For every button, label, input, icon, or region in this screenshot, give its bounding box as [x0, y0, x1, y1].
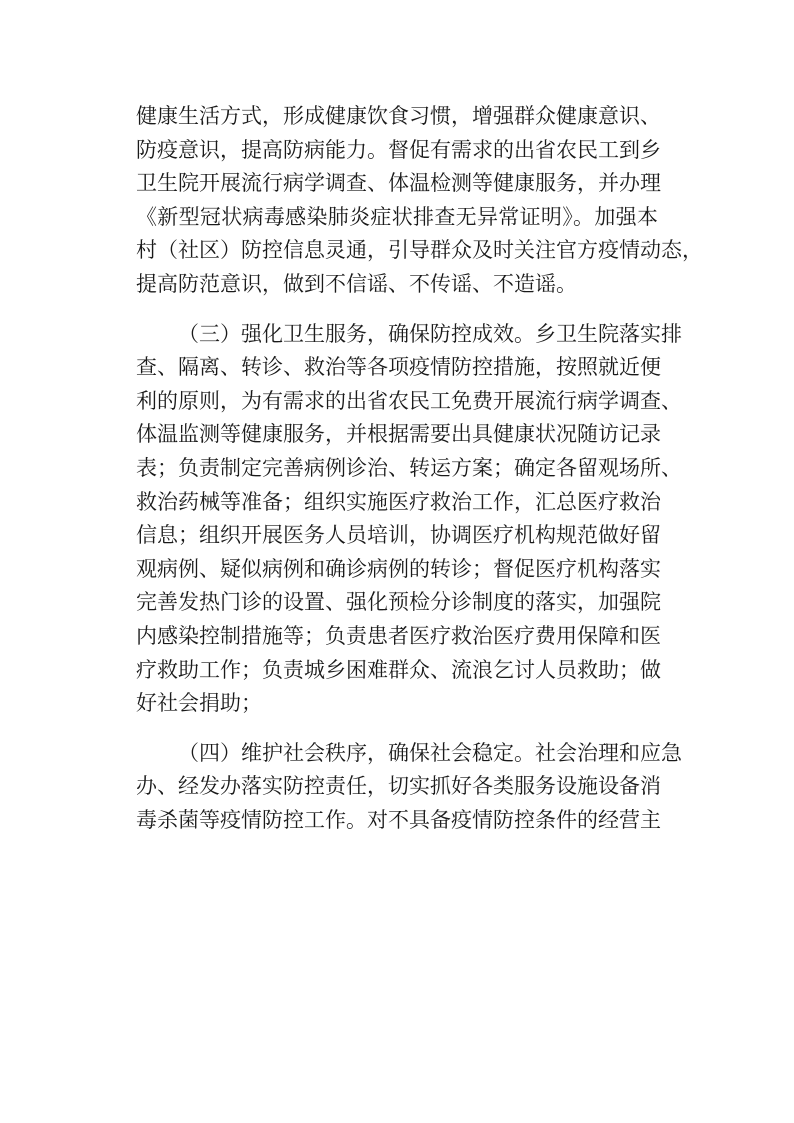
text-line: 健康生活方式，形成健康饮食习惯，增强群众健康意识、 — [136, 104, 661, 128]
paragraph-section-4-social-order — [136, 737, 682, 838]
text-line: 利的原则，为有需求的出省农民工免费开展流行病学调查、 — [136, 388, 682, 413]
text-line: 观病例、疑似病例和确诊病例的转诊；督促医疗机构落实 — [136, 556, 661, 581]
text-line: 内感染控制措施等；负责患者医疗救治医疗费用保障和医 — [136, 623, 661, 648]
text-line: （四）维护社会秩序，确保社会稳定。社会治理和应急 — [178, 740, 682, 765]
text-line: 信息；组织开展医务人员培训，协调医疗机构规范做好留 — [136, 523, 661, 548]
text-line: 体温监测等健康服务，并根据需要出具健康状况随访记录 — [136, 422, 661, 447]
text-line: 村（社区）防控信息灵通，引导群众及时关注官方疫情动态， — [136, 238, 703, 263]
text-line: 毒杀菌等疫情防控工作。对不具备疫情防控条件的经营主 — [136, 807, 661, 832]
paragraph-health-lifestyle — [136, 100, 703, 302]
text-line: 查、隔离、转诊、救治等各项疫情防控措施，按照就近便 — [136, 355, 661, 380]
text-line: 卫生院开展流行病学调查、体温检测等健康服务，并办理 — [136, 171, 661, 196]
text-line: 救治药械等准备；组织实施医疗救治工作，汇总医疗救治 — [136, 489, 661, 514]
text-line: （三）强化卫生服务，确保防控成效。乡卫生院落实排 — [178, 321, 682, 346]
document-body — [136, 100, 703, 837]
text-line: 好社会捐助； — [136, 691, 262, 716]
text-line: 提高防范意识，做到不信谣、不传谣、不造谣。 — [136, 271, 577, 296]
text-line: 防疫意识，提高防病能力。督促有需求的出省农民工到乡 — [136, 137, 661, 162]
text-line: 完善发热门诊的设置、强化预检分诊制度的落实，加强院 — [136, 590, 661, 615]
text-line: 《新型冠状病毒感染肺炎症状排查无异常证明》。加强本 — [136, 204, 658, 229]
text-line: 表；负责制定完善病例诊治、转运方案；确定各留观场所、 — [136, 455, 682, 480]
paragraph-section-3-health-services — [136, 318, 682, 721]
text-line: 疗救助工作；负责城乡困难群众、流浪乞讨人员救助；做 — [136, 657, 661, 682]
text-line: 办、经发办落实防控责任，切实抓好各类服务设施设备消 — [136, 774, 661, 799]
